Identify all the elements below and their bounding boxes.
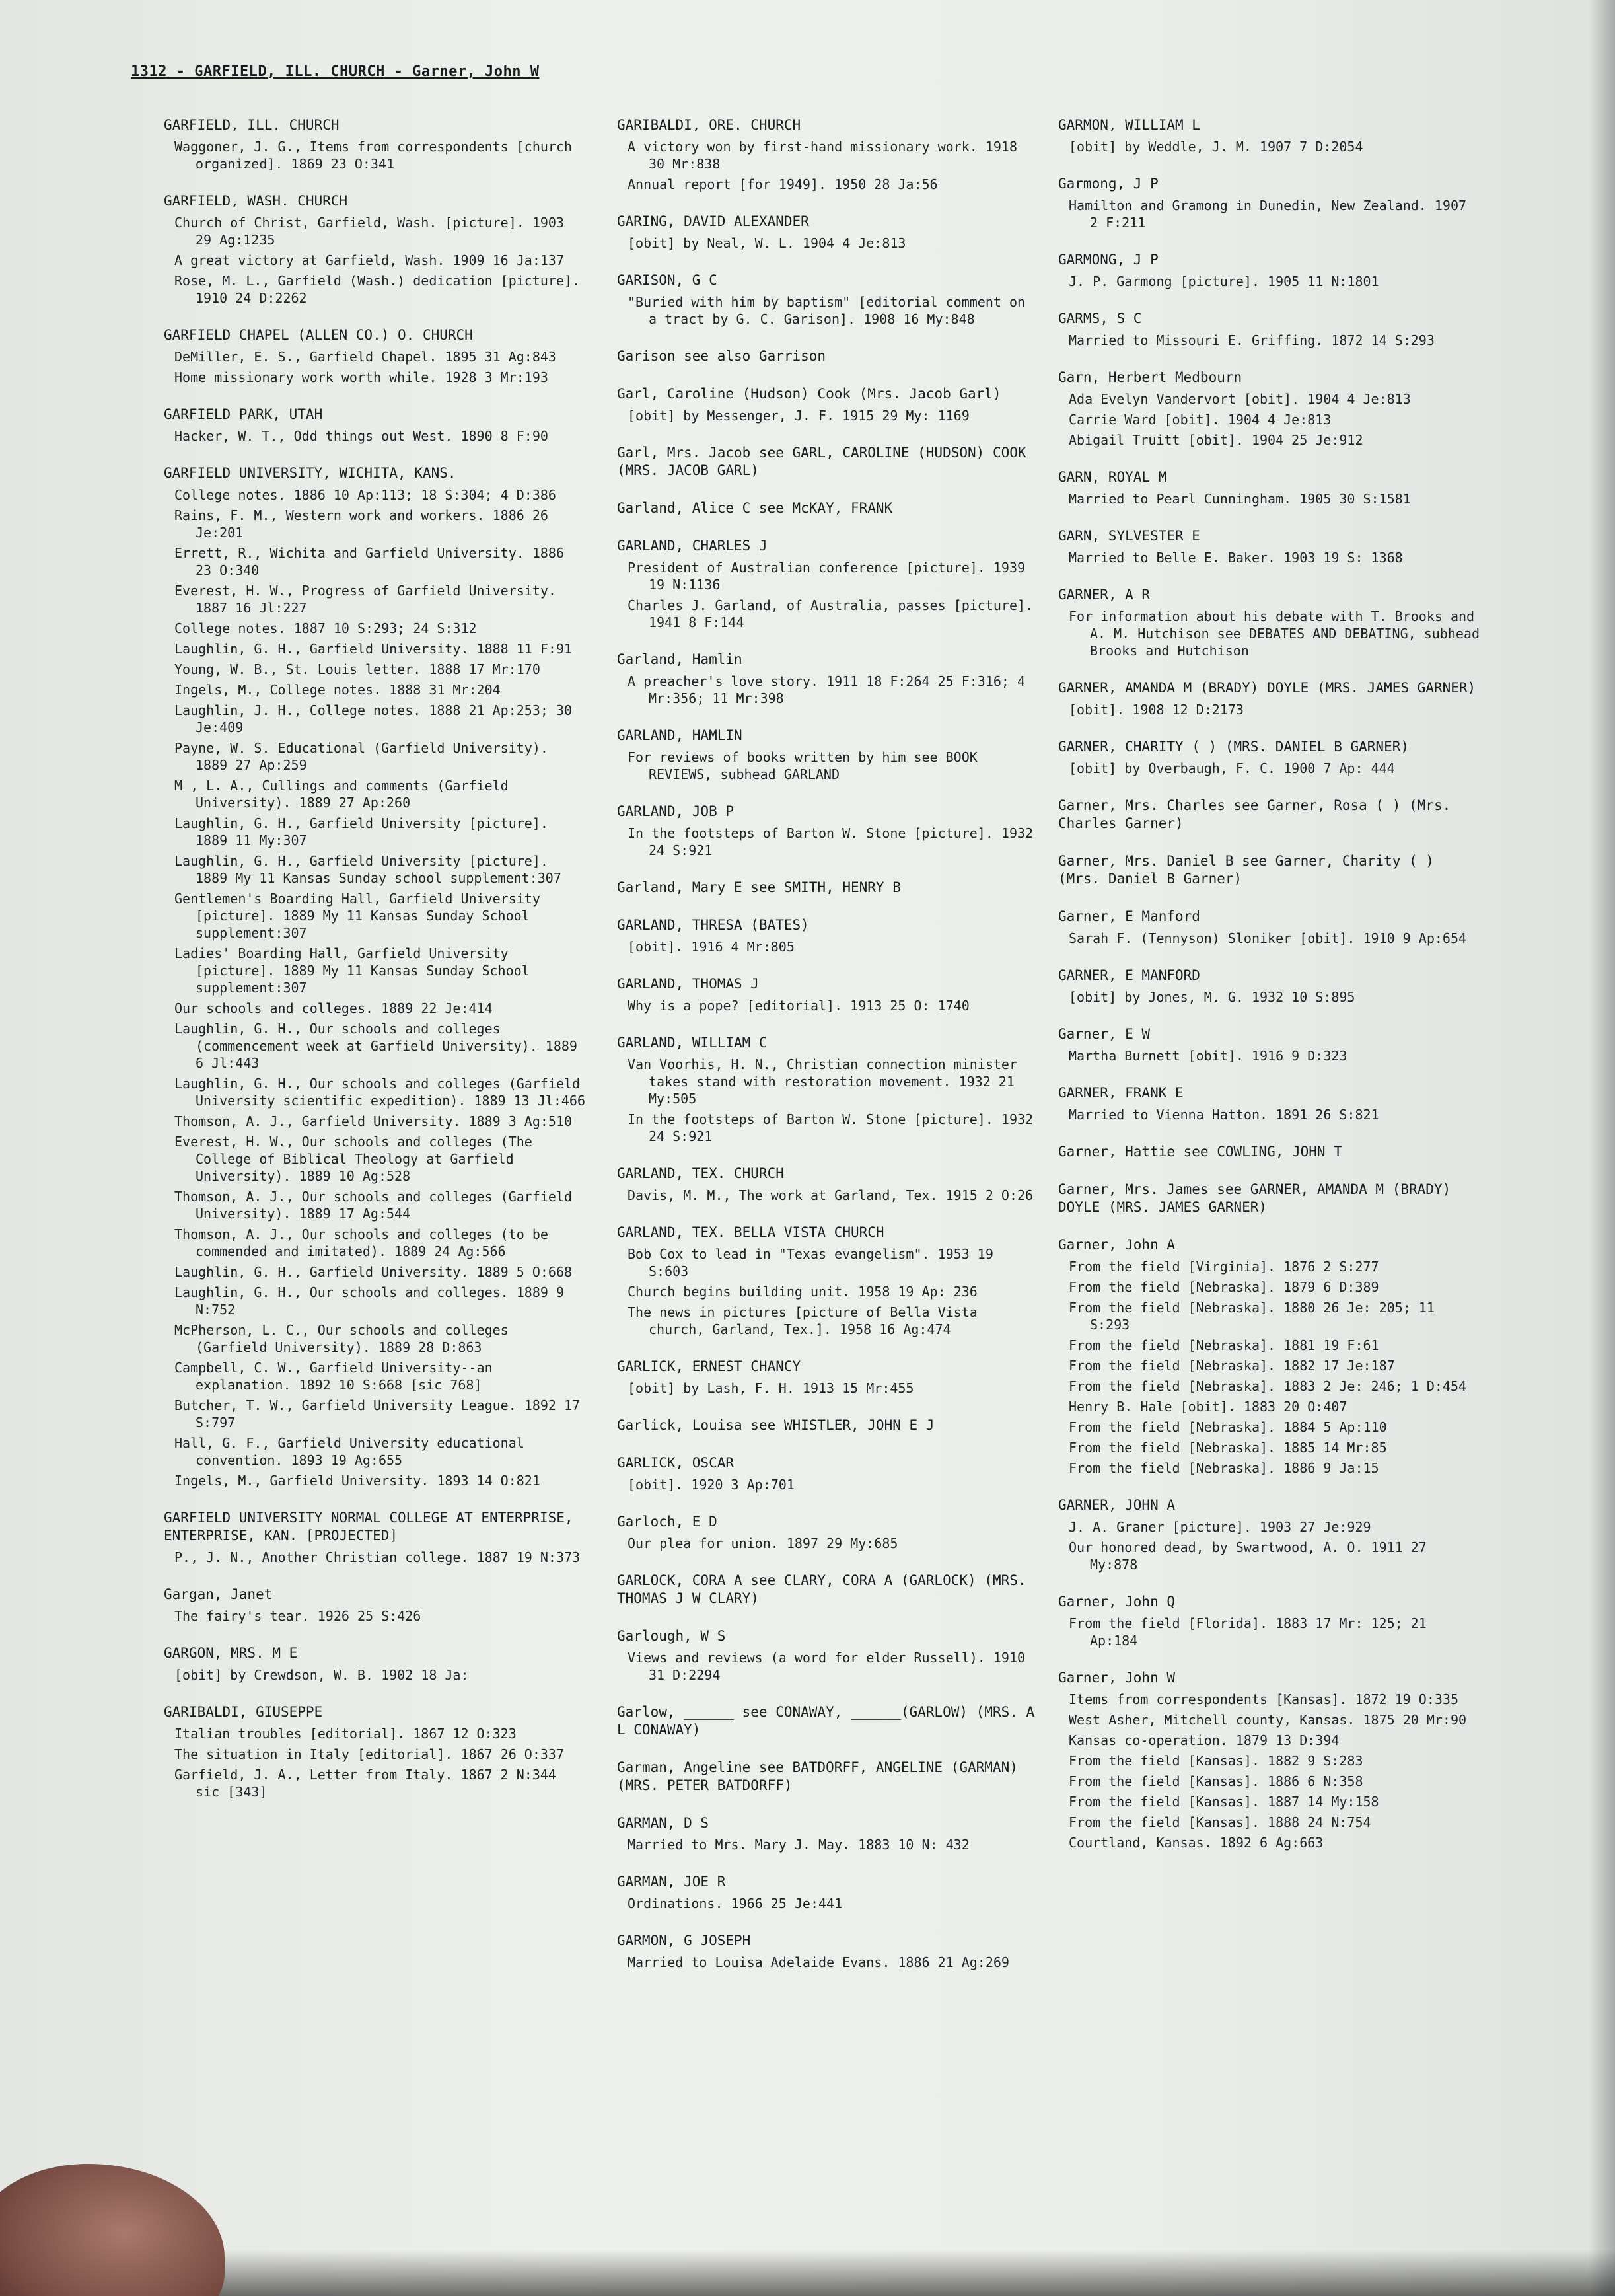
index-entry: [617, 1513, 1040, 1552]
citation: Courtland, Kansas. 1892 6 Ag:663: [1069, 1835, 1324, 1851]
index-entry: [1058, 908, 1481, 947]
citation: Laughlin, G. H., Garfield University [picture]. 1889 11 My:307: [174, 815, 556, 848]
citation: Davis, M. M., The work at Garland, Tex. 1915 2 O:26: [628, 1187, 1034, 1203]
entry-heading: Garlow, ______ see CONAWAY, ______(GARLOW) (MRS. A L CONAWAY): [617, 1704, 1043, 1738]
thumb-holding-page: [0, 2164, 225, 2296]
citation: College notes. 1886 10 Ap:113; 18 S:304; 4 D:386: [174, 487, 556, 503]
citation: J. A. Graner [picture]. 1903 27 Je:929: [1069, 1519, 1371, 1535]
entry-heading: Garlough, W S: [617, 1628, 726, 1644]
citation: [obit]. 1920 3 Ap:701: [628, 1477, 795, 1493]
citation: From the field [Kansas]. 1882 9 S:283: [1069, 1753, 1363, 1769]
entry-heading: GARNER, JOHN A: [1058, 1497, 1176, 1513]
entry-heading: GARN, SYLVESTER E: [1058, 528, 1200, 544]
citation: West Asher, Mitchell county, Kansas. 1875 20 Mr:90: [1069, 1712, 1467, 1728]
entry-heading: GARNER, A R: [1058, 587, 1151, 603]
index-entry: [164, 1586, 587, 1625]
index-entry: [617, 213, 1040, 252]
index-entry: [617, 1814, 1040, 1853]
entry-heading: GARIBALDI, GIUSEPPE: [164, 1704, 323, 1720]
citation: [obit] by Messenger, J. F. 1915 29 My: 1169: [628, 408, 970, 424]
index-entry: [164, 1509, 587, 1566]
entry-heading: GARING, DAVID ALEXANDER: [617, 213, 809, 229]
index-entry: [1058, 967, 1481, 1006]
index-entry: [164, 192, 587, 307]
citation: Laughlin, G. H., Garfield University. 1888 11 F:91: [174, 641, 573, 657]
index-entry: [1058, 468, 1481, 507]
citation: From the field [Nebraska]. 1882 17 Je:187: [1069, 1358, 1395, 1374]
entry-heading: Garner, Mrs. Daniel B see Garner, Charity ( ) (Mrs. Daniel B Garner): [1058, 853, 1443, 887]
entry-heading: Gargan, Janet: [164, 1586, 273, 1602]
citation: Hacker, W. T., Odd things out West. 1890 8 F:90: [174, 428, 548, 444]
citation: From the field [Nebraska]. 1886 9 Ja:15: [1069, 1460, 1379, 1476]
index-entry: [164, 1703, 587, 1800]
entry-heading: GARN, ROYAL M: [1058, 469, 1167, 485]
index-entry: [164, 1645, 587, 1684]
index-entry: [1058, 1236, 1481, 1477]
citation: Thomson, A. J., Garfield University. 1889 3 Ag:510: [174, 1113, 573, 1129]
index-entry: [1058, 310, 1481, 349]
index-entry: [617, 1417, 1040, 1434]
citation: Married to Missouri E. Griffing. 1872 14 S:293: [1069, 332, 1435, 348]
entry-heading: Garner, E Manford: [1058, 908, 1200, 924]
index-entry: [617, 385, 1040, 424]
entry-heading: GARNER, E MANFORD: [1058, 967, 1200, 983]
index-entry: [617, 1759, 1040, 1795]
citation: Butcher, T. W., Garfield University League. 1892 17 S:797: [174, 1397, 589, 1430]
citation: DeMiller, E. S., Garfield Chapel. 1895 31 Ag:843: [174, 349, 556, 365]
index-entry: [1058, 175, 1481, 231]
index-entry: [1058, 1593, 1481, 1649]
index-entry: [617, 1572, 1040, 1608]
page-edge-shadow: [1589, 0, 1615, 2296]
citation: In the footsteps of Barton W. Stone [picture]. 1932 24 S:921: [628, 1111, 1042, 1144]
entry-heading: GARISON, G C: [617, 272, 717, 288]
citation: Garfield, J. A., Letter from Italy. 1867 2 N:344 sic [343]: [174, 1767, 565, 1800]
citation: [obit] by Weddle, J. M. 1907 7 D:2054: [1069, 139, 1363, 155]
citation: Home missionary work worth while. 1928 3 Mr:193: [174, 369, 548, 385]
citation: Ladies' Boarding Hall, Garfield University [picture]. 1889 My 11 Kansas Sunday School supplement:307: [174, 945, 538, 996]
citation: Married to Pearl Cunningham. 1905 30 S:1581: [1069, 491, 1411, 507]
index-entry: [164, 116, 587, 172]
index-entry: [617, 500, 1040, 517]
entry-heading: GARMON, WILLIAM L: [1058, 117, 1200, 133]
citation: Laughlin, J. H., College notes. 1888 21 Ap:253; 30 Je:409: [174, 702, 581, 735]
entry-heading: GARFIELD UNIVERSITY NORMAL COLLEGE AT ENTERPRISE, ENTERPRISE, KAN. [PROJECTED]: [164, 1510, 582, 1543]
entry-heading: GARNER, FRANK E: [1058, 1085, 1184, 1101]
index-entry: [617, 879, 1040, 897]
citation: Bob Cox to lead in "Texas evangelism". 1953 19 S:603: [628, 1246, 1001, 1279]
citation: Church begins building unit. 1958 19 Ap: 236: [628, 1284, 978, 1300]
index-entry: [1058, 251, 1481, 290]
citation: For information about his debate with T. Brooks and A. M. Hutchison see DEBATES AND DEBATING, subhead Brooks and Hutchison: [1069, 609, 1488, 659]
index-entry: [1058, 527, 1481, 566]
citation: Laughlin, G. H., Our schools and colleges (commencement week at Garfield University). 1889 6 Jl:443: [174, 1021, 586, 1071]
index-entry: [1058, 1084, 1481, 1123]
index-entry: [617, 444, 1040, 480]
entry-heading: GARMON, G JOSEPH: [617, 1933, 751, 1948]
entry-heading: GARFIELD CHAPEL (ALLEN CO.) O. CHURCH: [164, 327, 473, 343]
entry-heading: Garner, Hattie see COWLING, JOHN T: [1058, 1144, 1342, 1160]
citation: J. P. Garmong [picture]. 1905 11 N:1801: [1069, 274, 1379, 289]
citation: [obit] by Lash, F. H. 1913 15 Mr:455: [628, 1380, 914, 1396]
entry-heading: Garner, E W: [1058, 1026, 1151, 1042]
citation: Church of Christ, Garfield, Wash. [picture]. 1903 29 Ag:1235: [174, 215, 573, 248]
citation: Items from correspondents [Kansas]. 1872 19 O:335: [1069, 1691, 1459, 1707]
entry-heading: GARLAND, THRESA (BATES): [617, 917, 809, 933]
index-entry: [617, 1224, 1040, 1338]
index-entry: [1058, 1497, 1481, 1573]
citation: The situation in Italy [editorial]. 1867 26 O:337: [174, 1746, 565, 1762]
citation: Laughlin, G. H., Garfield University [picture]. 1889 My 11 Kansas Sunday school supplement:307: [174, 853, 561, 886]
citation: Our schools and colleges. 1889 22 Je:414: [174, 1000, 493, 1016]
citation: Married to Belle E. Baker. 1903 19 S: 1368: [1069, 550, 1403, 566]
index-entry: [617, 1873, 1040, 1912]
citation: Ingels, M., Garfield University. 1893 14 O:821: [174, 1473, 540, 1489]
citation: Why is a pope? [editorial]. 1913 25 O: 1740: [628, 998, 970, 1014]
entry-heading: GARLAND, JOB P: [617, 803, 735, 819]
entry-heading: Garner, Mrs. James see GARNER, AMANDA M (BRADY) DOYLE (MRS. JAMES GARNER): [1058, 1181, 1459, 1215]
citation: "Buried with him by baptism" [editorial comment on a tract by G. C. Garison]. 1908 16 My:848: [628, 294, 1034, 327]
index-entry: [617, 348, 1040, 365]
entry-heading: Garner, John Q: [1058, 1594, 1176, 1610]
citation: Views and reviews (a word for elder Russell). 1910 31 D:2294: [628, 1650, 1034, 1683]
citation: For reviews of books written by him see BOOK REVIEWS, subhead GARLAND: [628, 749, 986, 782]
citation: From the field [Virginia]. 1876 2 S:277: [1069, 1259, 1379, 1275]
index-column-3: [1058, 116, 1488, 1871]
citation: Payne, W. S. Educational (Garfield University). 1889 27 Ap:259: [174, 740, 556, 773]
entry-heading: GARGON, MRS. M E: [164, 1645, 298, 1661]
citation: From the field [Florida]. 1883 17 Mr: 125; 21 Ap:184: [1069, 1615, 1435, 1648]
entry-heading: Garner, John W: [1058, 1670, 1176, 1685]
citation: From the field [Kansas]. 1887 14 My:158: [1069, 1794, 1379, 1810]
index-entry: [617, 1932, 1040, 1971]
citation: Laughlin, G. H., Our schools and colleges. 1889 9 N:752: [174, 1284, 573, 1317]
index-entry: [617, 916, 1040, 955]
citation: Our honored dead, by Swartwood, A. O. 1911 27 My:878: [1069, 1539, 1435, 1573]
citation: M , L. A., Cullings and comments (Garfield University). 1889 27 Ap:260: [174, 778, 517, 811]
entry-heading: Garn, Herbert Medbourn: [1058, 369, 1242, 385]
citation: Waggoner, J. G., Items from correspondents [church organized]. 1869 23 O:341: [174, 139, 581, 172]
entry-heading: GARFIELD UNIVERSITY, WICHITA, KANS.: [164, 465, 456, 481]
index-entry: [1058, 1669, 1481, 1851]
citation: [obit] by Overbaugh, F. C. 1900 7 Ap: 444: [1069, 760, 1395, 776]
citation: President of Australian conference [picture]. 1939 19 N:1136: [628, 560, 1034, 593]
entry-heading: GARNER, AMANDA M (BRADY) DOYLE (MRS. JAMES GARNER): [1058, 680, 1476, 696]
entry-heading: GARLAND, CHARLES J: [617, 538, 768, 554]
entry-heading: GARFIELD PARK, UTAH: [164, 406, 323, 422]
citation: Young, W. B., St. Louis letter. 1888 17 Mr:170: [174, 661, 540, 677]
entry-heading: Garlick, Louisa see WHISTLER, JOHN E J: [617, 1417, 935, 1433]
citation: College notes. 1887 10 S:293; 24 S:312: [174, 620, 477, 636]
citation: A great victory at Garfield, Wash. 1909 16 Ja:137: [174, 252, 565, 268]
citation: Annual report [for 1949]. 1950 28 Ja:56: [628, 176, 938, 192]
entry-heading: GARMONG, J P: [1058, 252, 1159, 268]
citation: Ingels, M., College notes. 1888 31 Mr:204: [174, 682, 501, 698]
entry-heading: Garland, Alice C see McKAY, FRANK: [617, 500, 893, 516]
citation: [obit]. 1908 12 D:2173: [1069, 702, 1244, 718]
index-entry: [1058, 1025, 1481, 1064]
citation: Van Voorhis, H. N., Christian connection minister takes stand with restoration movement. 1932 21 My:505: [628, 1056, 1026, 1107]
citation: Rose, M. L., Garfield (Wash.) dedication [picture]. 1910 24 D:2262: [174, 273, 589, 306]
index-entry: [1058, 1143, 1481, 1161]
index-entry: [1058, 738, 1481, 777]
citation: Rains, F. M., Western work and workers. 1886 26 Je:201: [174, 507, 556, 540]
index-entry: [1058, 586, 1488, 659]
citation: Charles J. Garland, of Australia, passes [picture]. 1941 8 F:144: [628, 597, 1042, 630]
citation: From the field [Nebraska]. 1885 14 Mr:85: [1069, 1440, 1387, 1456]
index-entry: [164, 326, 587, 386]
citation: From the field [Kansas]. 1888 24 N:754: [1069, 1814, 1371, 1830]
entry-heading: GARLAND, WILLIAM C: [617, 1035, 768, 1051]
index-column-1: [164, 116, 587, 1820]
index-entry: [1058, 369, 1481, 449]
citation: [obit]. 1916 4 Mr:805: [628, 939, 795, 955]
citation: Everest, H. W., Progress of Garfield University. 1887 16 Jl:227: [174, 583, 565, 616]
index-entry: [617, 651, 1040, 707]
index-entry: [617, 116, 1040, 193]
entry-heading: Garner, Mrs. Charles see Garner, Rosa ( ) (Mrs. Charles Garner): [1058, 797, 1459, 831]
citation: Campbell, C. W., Garfield University--an explanation. 1892 10 S:668 [sic 768]: [174, 1360, 501, 1393]
citation: From the field [Nebraska]. 1884 5 Ap:110: [1069, 1419, 1387, 1435]
entry-heading: GARLAND, TEX. BELLA VISTA CHURCH: [617, 1224, 884, 1240]
bottom-shadow: [0, 2250, 1615, 2296]
entry-heading: GARNER, CHARITY ( ) (MRS. DANIEL B GARNER): [1058, 739, 1410, 755]
index-entry: [1058, 679, 1481, 718]
citation: McPherson, L. C., Our schools and colleges (Garfield University). 1889 28 D:863: [174, 1322, 517, 1355]
index-entry: [617, 1703, 1043, 1739]
citation: Hall, G. F., Garfield University educational convention. 1893 19 Ag:655: [174, 1435, 532, 1468]
citation: Thomson, A. J., Our schools and colleges (to be commended and imitated). 1889 24 Ag:566: [174, 1226, 556, 1259]
index-entry: [1058, 1181, 1481, 1216]
index-entry: [164, 464, 587, 1489]
entry-heading: GARLICK, OSCAR: [617, 1455, 735, 1471]
index-entry: [617, 975, 1040, 1014]
citation: Henry B. Hale [obit]. 1883 20 O:407: [1069, 1399, 1347, 1415]
entry-heading: Garland, Hamlin: [617, 651, 742, 667]
entry-heading: GARLAND, TEX. CHURCH: [617, 1166, 784, 1181]
entry-heading: Garmong, J P: [1058, 176, 1159, 192]
citation: [obit] by Crewdson, W. B. 1902 18 Ja:: [174, 1667, 469, 1683]
citation: The news in pictures [picture of Bella Vista church, Garland, Tex.]. 1958 16 Ag:474: [628, 1304, 986, 1337]
entry-heading: Garloch, E D: [617, 1514, 717, 1530]
citation: The fairy's tear. 1926 25 S:426: [174, 1608, 421, 1624]
citation: Thomson, A. J., Our schools and colleges (Garfield University). 1889 17 Ag:544: [174, 1189, 581, 1222]
citation: Ordinations. 1966 25 Je:441: [628, 1896, 843, 1911]
index-entry: [617, 1358, 1040, 1397]
index-entry: [1058, 797, 1481, 833]
citation: [obit] by Jones, M. G. 1932 10 S:895: [1069, 989, 1355, 1005]
index-entry: [617, 1165, 1040, 1204]
entry-heading: Garl, Caroline (Hudson) Cook (Mrs. Jacob Garl): [617, 386, 1001, 402]
entry-heading: Garl, Mrs. Jacob see GARL, CAROLINE (HUDSON) COOK (MRS. JACOB GARL): [617, 445, 1035, 478]
citation: Hamilton and Gramong in Dunedin, New Zealand. 1907 2 F:211: [1069, 198, 1475, 231]
entry-heading: GARMAN, D S: [617, 1815, 709, 1831]
citation: Ada Evelyn Vandervort [obit]. 1904 4 Je:813: [1069, 391, 1411, 407]
citation: Our plea for union. 1897 29 My:685: [628, 1536, 898, 1551]
citation: Sarah F. (Tennyson) Sloniker [obit]. 1910 9 Ap:654: [1069, 930, 1467, 946]
index-entry: [617, 272, 1040, 328]
entry-heading: GARFIELD, ILL. CHURCH: [164, 117, 340, 133]
citation: From the field [Nebraska]. 1883 2 Je: 246; 1 D:454: [1069, 1378, 1467, 1394]
citation: In the footsteps of Barton W. Stone [picture]. 1932 24 S:921: [628, 825, 1042, 858]
entry-heading: GARLOCK, CORA A see CLARY, CORA A (GARLOCK) (MRS. THOMAS J W CLARY): [617, 1573, 1035, 1606]
entry-heading: GARMAN, JOE R: [617, 1874, 726, 1890]
entry-heading: GARFIELD, WASH. CHURCH: [164, 193, 348, 209]
entry-heading: GARMS, S C: [1058, 311, 1142, 326]
citation: Laughlin, G. H., Garfield University. 1889 5 O:668: [174, 1264, 573, 1280]
index-entry: [1058, 116, 1481, 155]
index-entry: [1058, 852, 1481, 888]
entry-heading: Garison see also Garrison: [617, 348, 826, 364]
entry-heading: Garland, Mary E see SMITH, HENRY B: [617, 879, 901, 895]
citation: P., J. N., Another Christian college. 1887 19 N:373: [174, 1549, 581, 1565]
citation: Gentlemen's Boarding Hall, Garfield University [picture]. 1889 My 11 Kansas Sunday School supplement:307: [174, 891, 548, 941]
entry-heading: GARLAND, HAMLIN: [617, 727, 742, 743]
citation: Everest, H. W., Our schools and colleges (The College of Biblical Theology at Garfield University). 1889 10 Ag:528: [174, 1134, 540, 1184]
running-head: 1312 - GARFIELD, ILL. CHURCH - Garner, John W: [131, 63, 540, 80]
citation: Abigail Truitt [obit]. 1904 25 Je:912: [1069, 432, 1363, 448]
citation: Kansas co-operation. 1879 13 D:394: [1069, 1732, 1340, 1748]
index-entry: [617, 803, 1040, 859]
citation: From the field [Nebraska]. 1879 6 D:389: [1069, 1279, 1379, 1295]
citation: Married to Mrs. Mary J. May. 1883 10 N: 432: [628, 1837, 970, 1853]
index-entry: [164, 406, 587, 445]
index-entry: [617, 1627, 1040, 1684]
index-entry: [617, 537, 1040, 631]
citation: Italian troubles [editorial]. 1867 12 O:323: [174, 1726, 517, 1742]
citation: From the field [Nebraska]. 1881 19 F:61: [1069, 1337, 1379, 1353]
citation: From the field [Kansas]. 1886 6 N:358: [1069, 1773, 1363, 1789]
citation: [obit] by Neal, W. L. 1904 4 Je:813: [628, 235, 906, 251]
citation: From the field [Nebraska]. 1880 26 Je: 205; 11 S:293: [1069, 1300, 1443, 1333]
citation: Laughlin, G. H., Our schools and colleges (Garfield University scientific expedition). 1889 13 Jl:466: [174, 1076, 589, 1109]
index-entry: [617, 1454, 1040, 1493]
citation: Married to Vienna Hatton. 1891 26 S:821: [1069, 1107, 1379, 1123]
entry-heading: GARLICK, ERNEST CHANCY: [617, 1358, 801, 1374]
citation: Married to Louisa Adelaide Evans. 1886 21 Ag:269: [628, 1954, 1009, 1970]
index-entry: [617, 1034, 1040, 1145]
index-column-2: [617, 116, 1043, 1991]
entry-heading: Garner, John A: [1058, 1237, 1176, 1253]
citation: Carrie Ward [obit]. 1904 4 Je:813: [1069, 412, 1332, 427]
index-entry: [617, 727, 1040, 783]
citation: Errett, R., Wichita and Garfield University. 1886 23 O:340: [174, 545, 573, 578]
entry-heading: Garman, Angeline see BATDORFF, ANGELINE (GARMAN) (MRS. PETER BATDORFF): [617, 1759, 1026, 1793]
entry-heading: GARIBALDI, ORE. CHURCH: [617, 117, 801, 133]
citation: A victory won by first-hand missionary work. 1918 30 Mr:838: [628, 139, 1026, 172]
citation: A preacher's love story. 1911 18 F:264 25 F:316; 4 Mr:356; 11 Mr:398: [628, 673, 1034, 706]
entry-heading: GARLAND, THOMAS J: [617, 976, 759, 992]
citation: Martha Burnett [obit]. 1916 9 D:323: [1069, 1048, 1347, 1064]
